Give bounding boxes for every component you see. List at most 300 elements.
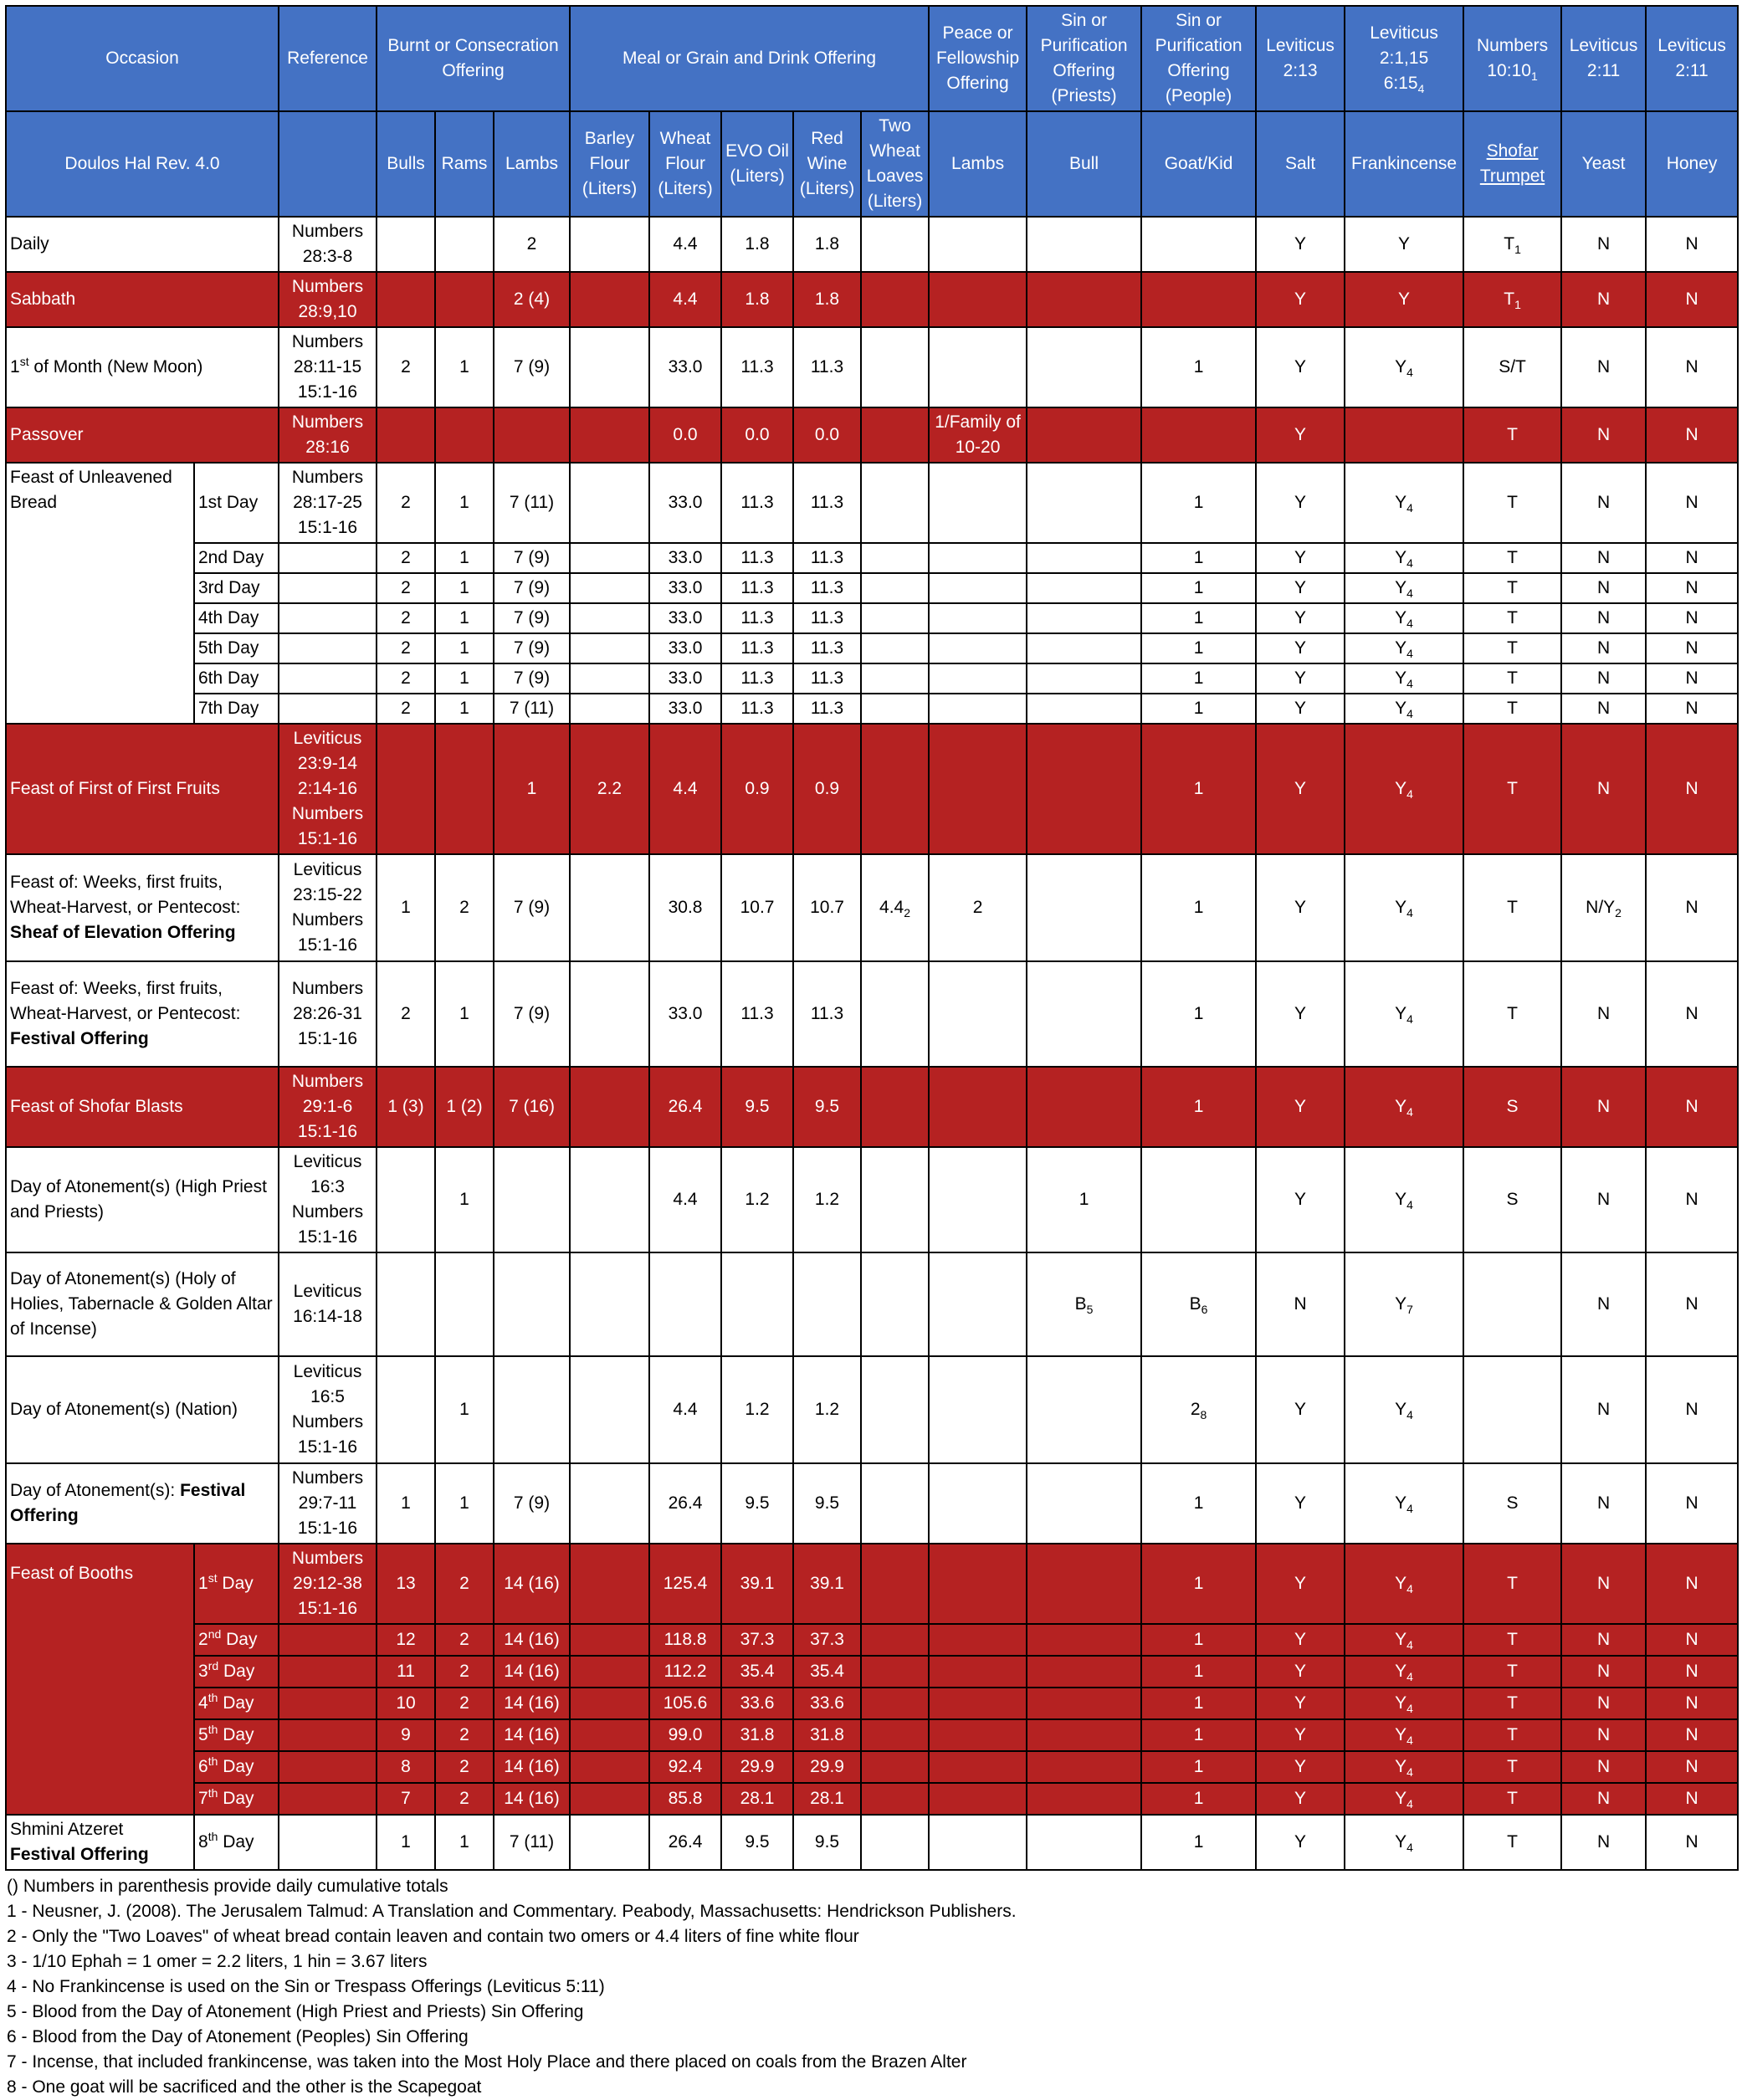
barley-cell: [570, 272, 649, 327]
barley-cell: [570, 1751, 649, 1783]
wine-cell: 11.3: [793, 463, 861, 543]
oil-cell: 11.3: [721, 694, 793, 724]
table-row: [6, 1783, 1738, 1815]
frankincense-cell: [1345, 1719, 1463, 1751]
lambs-cell: 2 (4): [494, 272, 570, 327]
barley-cell: [570, 217, 649, 272]
wheat-cell: 26.4: [649, 1463, 721, 1544]
header-frankincense: Frankincense: [1345, 111, 1463, 217]
header-yeast: Yeast: [1561, 111, 1646, 217]
salt-cell: Y: [1256, 1067, 1345, 1147]
shofar-cell: T: [1463, 854, 1561, 961]
peace-cell: [929, 217, 1027, 272]
reference-cell: Leviticus 16:14-18: [279, 1252, 377, 1356]
peace-cell: [929, 1252, 1027, 1356]
bull-cell: [1027, 1783, 1141, 1815]
header-shofar-ref-text: Numbers 10:10: [1476, 36, 1549, 80]
wine-cell: 29.9: [793, 1751, 861, 1783]
barley-cell: 2.2: [570, 724, 649, 854]
rams-cell: 1: [435, 633, 494, 663]
frankincense-cell: [1345, 854, 1463, 961]
lambs-cell: 14 (16): [494, 1688, 570, 1719]
yeast-cell: N: [1561, 217, 1646, 272]
rams-cell: 2: [435, 1751, 494, 1783]
frankincense-cell: [1345, 1463, 1463, 1544]
rams-cell: 2: [435, 1719, 494, 1751]
lambs-cell: 7 (9): [494, 603, 570, 633]
wine-cell: 11.3: [793, 663, 861, 694]
goat-cell: 1: [1141, 724, 1256, 854]
shofar-cell: T: [1463, 1815, 1561, 1870]
wine-cell: 1.8: [793, 272, 861, 327]
occasion-cell: Sabbath: [6, 272, 279, 327]
goat-note: 8: [1200, 1408, 1207, 1422]
table-row: [6, 217, 1738, 272]
salt-cell: Y: [1256, 1147, 1345, 1252]
day-cell: [194, 1751, 279, 1783]
frankincense-note: 4: [1406, 647, 1413, 661]
shofar-value: T: [1504, 289, 1515, 309]
goat-cell: 1: [1141, 694, 1256, 724]
day-word: Day: [218, 1832, 254, 1852]
salt-cell: Y: [1256, 407, 1345, 463]
wheat-cell: 4.4: [649, 724, 721, 854]
loaves-cell: [861, 603, 929, 633]
table-row: [6, 1624, 1738, 1656]
frankincense-note: 4: [1406, 677, 1413, 691]
wheat-cell: 4.4: [649, 1147, 721, 1252]
frankincense-note: 4: [1406, 787, 1413, 802]
goat-cell: 1: [1141, 633, 1256, 663]
lambs-cell: 14 (16): [494, 1783, 570, 1815]
table-row: [6, 543, 1738, 573]
day-cell: 4th Day: [194, 603, 279, 633]
frankincense-note: 4: [1406, 586, 1413, 601]
lambs-cell: [494, 1147, 570, 1252]
goat-cell: 1: [1141, 603, 1256, 633]
wheat-cell: 33.0: [649, 327, 721, 407]
goat-cell: 1: [1141, 1751, 1256, 1783]
header-shofar-ref-note: 1: [1530, 69, 1538, 84]
wheat-cell: 92.4: [649, 1751, 721, 1783]
oil-cell: 11.3: [721, 573, 793, 603]
yeast-cell: [1561, 854, 1646, 961]
honey-cell: N: [1646, 272, 1738, 327]
salt-cell: Y: [1256, 217, 1345, 272]
loaves-cell: [861, 1147, 929, 1252]
lambs-cell: 7 (9): [494, 1463, 570, 1544]
rams-cell: 1: [435, 694, 494, 724]
peace-cell: [929, 1147, 1027, 1252]
honey-cell: N: [1646, 1815, 1738, 1870]
bulls-cell: 2: [377, 573, 435, 603]
frankincense-cell: [1345, 1783, 1463, 1815]
yeast-cell: N: [1561, 573, 1646, 603]
peace-cell: [929, 1751, 1027, 1783]
barley-cell: [570, 1783, 649, 1815]
salt-cell: Y: [1256, 1719, 1345, 1751]
honey-cell: N: [1646, 1656, 1738, 1688]
day-cell: 6th Day: [194, 663, 279, 694]
salt-cell: Y: [1256, 1356, 1345, 1463]
table-row: [6, 1815, 1738, 1870]
day-word: Day: [218, 1693, 254, 1713]
header-wheat: Wheat Flour (Liters): [649, 111, 721, 217]
rams-cell: 2: [435, 1783, 494, 1815]
goat-cell: 1: [1141, 1544, 1256, 1624]
oil-cell: 11.3: [721, 603, 793, 633]
oil-cell: 11.3: [721, 633, 793, 663]
rams-cell: 1: [435, 603, 494, 633]
occasion-cell: Feast of First of First Fruits: [6, 724, 279, 854]
salt-cell: Y: [1256, 1624, 1345, 1656]
wine-cell: 39.1: [793, 1544, 861, 1624]
wheat-cell: 33.0: [649, 633, 721, 663]
day-number: 5: [198, 1725, 208, 1744]
table-row: [6, 1147, 1738, 1252]
header-honey: Honey: [1646, 111, 1738, 217]
yeast-cell: N: [1561, 1463, 1646, 1544]
honey-cell: N: [1646, 1783, 1738, 1815]
goat-cell: 1: [1141, 1656, 1256, 1688]
bull-cell: [1027, 694, 1141, 724]
yeast-cell: N: [1561, 1252, 1646, 1356]
occasion-emphasis: Festival Offering: [10, 1481, 246, 1525]
lambs-cell: 7 (11): [494, 463, 570, 543]
frankincense-cell: [1345, 327, 1463, 407]
shofar-cell: [1463, 217, 1561, 272]
frankincense-value: Y: [1395, 357, 1407, 376]
peace-cell: [929, 543, 1027, 573]
goat-cell: [1141, 407, 1256, 463]
salt-cell: Y: [1256, 1688, 1345, 1719]
honey-cell: N: [1646, 854, 1738, 961]
salt-cell: Y: [1256, 463, 1345, 543]
barley-cell: [570, 603, 649, 633]
bulls-cell: 2: [377, 633, 435, 663]
day-cell: [194, 1656, 279, 1688]
goat-cell: 1: [1141, 961, 1256, 1067]
frankincense-value: Y: [1395, 1190, 1407, 1209]
loaves-cell: [861, 327, 929, 407]
header-row-2: [6, 111, 1738, 217]
lambs-cell: [494, 407, 570, 463]
frankincense-note: 4: [1406, 1198, 1413, 1212]
lambs-cell: 7 (11): [494, 1815, 570, 1870]
table-row: [6, 1356, 1738, 1463]
header-shofar-label: Shofar: [1486, 141, 1539, 161]
loaves-cell: [861, 217, 929, 272]
goat-cell: [1141, 1252, 1256, 1356]
frankincense-note: 7: [1406, 1303, 1413, 1317]
bull-cell: [1027, 1544, 1141, 1624]
bulls-cell: 1: [377, 1815, 435, 1870]
wheat-cell: 33.0: [649, 463, 721, 543]
frankincense-note: 4: [1406, 366, 1413, 380]
day-cell: [194, 1783, 279, 1815]
salt-cell: Y: [1256, 724, 1345, 854]
oil-cell: 9.5: [721, 1463, 793, 1544]
bull-cell: [1027, 543, 1141, 573]
goat-cell: [1141, 1147, 1256, 1252]
bulls-cell: 8: [377, 1751, 435, 1783]
yeast-cell: N: [1561, 407, 1646, 463]
yeast-cell: N: [1561, 1751, 1646, 1783]
bulls-cell: [377, 724, 435, 854]
shofar-cell: T: [1463, 407, 1561, 463]
rams-cell: 1: [435, 1815, 494, 1870]
day-cell: 1st Day: [194, 463, 279, 543]
bull-cell: [1027, 1751, 1141, 1783]
bulls-cell: 10: [377, 1688, 435, 1719]
loaves-cell: [861, 1656, 929, 1688]
yeast-cell: N: [1561, 1688, 1646, 1719]
wheat-cell: 33.0: [649, 603, 721, 633]
reference-cell: Numbers 28:3-8: [279, 217, 377, 272]
header-frankincense-ref-a: Leviticus 2:1,15: [1370, 23, 1438, 68]
wine-cell: 9.5: [793, 1067, 861, 1147]
frankincense-value: Y: [1395, 1832, 1407, 1852]
footnote: 8 - One goat will be sacrificed and the other is the Scapegoat: [7, 2077, 482, 2097]
loaves-cell: [861, 573, 929, 603]
peace-cell: [929, 327, 1027, 407]
table-row: [6, 1544, 1738, 1624]
bulls-cell: [377, 217, 435, 272]
goat-cell: 1: [1141, 1815, 1256, 1870]
header-shofar: [1463, 111, 1561, 217]
wheat-cell: 4.4: [649, 272, 721, 327]
table-row: [6, 407, 1738, 463]
header-salt: Salt: [1256, 111, 1345, 217]
bull-cell: [1027, 724, 1141, 854]
honey-cell: N: [1646, 1147, 1738, 1252]
salt-cell: Y: [1256, 327, 1345, 407]
day-number: 7: [198, 1789, 208, 1808]
wheat-cell: 125.4: [649, 1544, 721, 1624]
oil-cell: 10.7: [721, 854, 793, 961]
honey-cell: N: [1646, 603, 1738, 633]
shofar-cell: T: [1463, 1656, 1561, 1688]
rams-cell: 1: [435, 961, 494, 1067]
header-shofar-ref: [1463, 6, 1561, 111]
wine-cell: 35.4: [793, 1656, 861, 1688]
barley-cell: [570, 463, 649, 543]
reference-cell: [279, 633, 377, 663]
header-salt-ref: Leviticus 2:13: [1256, 6, 1345, 111]
day-word: Day: [221, 1630, 258, 1649]
day-number: 2: [198, 1630, 208, 1649]
header-burnt-offering: Burnt or Consecration Offering: [377, 6, 570, 111]
bull-cell: [1027, 1656, 1141, 1688]
frankincense-cell: [1345, 633, 1463, 663]
loaves-cell: [861, 1751, 929, 1783]
table-row: [6, 1751, 1738, 1783]
table-row: [6, 1252, 1738, 1356]
bull-cell: [1027, 407, 1141, 463]
wine-cell: 37.3: [793, 1624, 861, 1656]
occasion-cell: Feast of Shofar Blasts: [6, 1067, 279, 1147]
frankincense-value: Y: [1395, 608, 1407, 627]
honey-cell: N: [1646, 961, 1738, 1067]
goat-cell: 1: [1141, 573, 1256, 603]
wheat-cell: 0.0: [649, 407, 721, 463]
goat-cell: 1: [1141, 854, 1256, 961]
lambs-cell: 2: [494, 217, 570, 272]
frankincense-cell: Y: [1345, 272, 1463, 327]
frankincense-cell: [1345, 1656, 1463, 1688]
header-version: Doulos Hal Rev. 4.0: [6, 111, 279, 217]
salt-cell: Y: [1256, 543, 1345, 573]
bulls-cell: 12: [377, 1624, 435, 1656]
barley-cell: [570, 407, 649, 463]
honey-cell: N: [1646, 463, 1738, 543]
wheat-cell: 33.0: [649, 543, 721, 573]
rams-cell: [435, 724, 494, 854]
frankincense-value: Y: [1395, 1574, 1407, 1593]
peace-cell: [929, 1719, 1027, 1751]
frankincense-value: Y: [1395, 1757, 1407, 1776]
bulls-cell: 9: [377, 1719, 435, 1751]
offerings-spreadsheet: [5, 5, 1737, 2100]
wine-cell: 1.2: [793, 1356, 861, 1463]
reference-cell: Leviticus 23:9-14 2:14-16 Numbers 15:1-16: [279, 724, 377, 854]
bull-cell: [1027, 961, 1141, 1067]
goat-value: 2: [1190, 1400, 1201, 1419]
day-word: Day: [218, 1725, 254, 1744]
frankincense-note: 4: [1406, 1408, 1413, 1422]
loaves-cell: [861, 694, 929, 724]
frankincense-value: Y: [1395, 699, 1407, 718]
header-frankincense-ref: [1345, 6, 1463, 111]
lambs-cell: 7 (9): [494, 633, 570, 663]
barley-cell: [570, 327, 649, 407]
lambs-cell: 7 (11): [494, 694, 570, 724]
loaves-cell: [861, 633, 929, 663]
loaves-cell: [861, 1815, 929, 1870]
wine-cell: 28.1: [793, 1783, 861, 1815]
rams-cell: 1: [435, 327, 494, 407]
occasion-text: Shmini Atzeret: [10, 1820, 124, 1839]
bulls-cell: 13: [377, 1544, 435, 1624]
barley-cell: [570, 573, 649, 603]
header-frankincense-ref-note: 4: [1417, 82, 1425, 96]
frankincense-note: 4: [1406, 1502, 1413, 1516]
honey-cell: N: [1646, 633, 1738, 663]
salt-cell: Y: [1256, 573, 1345, 603]
barley-cell: [570, 1147, 649, 1252]
shofar-cell: T: [1463, 463, 1561, 543]
frankincense-note: 4: [1406, 617, 1413, 631]
frankincense-note: 4: [1406, 906, 1413, 920]
occasion-cell: [6, 854, 279, 961]
day-word: Day: [218, 1789, 254, 1808]
wine-cell: 31.8: [793, 1719, 861, 1751]
table-row: [6, 1719, 1738, 1751]
day-word: Day: [218, 1757, 254, 1776]
shofar-cell: T: [1463, 543, 1561, 573]
day-number: 8: [198, 1832, 208, 1852]
rams-cell: 2: [435, 1688, 494, 1719]
day-number: 6: [198, 1757, 208, 1776]
yeast-cell: N: [1561, 1147, 1646, 1252]
wheat-cell: 33.0: [649, 573, 721, 603]
salt-cell: Y: [1256, 1656, 1345, 1688]
salt-cell: Y: [1256, 663, 1345, 694]
yeast-value: N/Y: [1586, 898, 1616, 917]
barley-cell: [570, 961, 649, 1067]
oil-cell: 37.3: [721, 1624, 793, 1656]
occasion-cell: [6, 327, 279, 407]
frankincense-cell: [1345, 1147, 1463, 1252]
day-suffix: nd: [208, 1627, 222, 1641]
wheat-cell: 118.8: [649, 1624, 721, 1656]
table-row: [6, 327, 1738, 407]
lambs-cell: 14 (16): [494, 1544, 570, 1624]
peace-cell: [929, 724, 1027, 854]
wine-cell: 11.3: [793, 961, 861, 1067]
yeast-cell: N: [1561, 327, 1646, 407]
occasion-text: Feast of: Weeks, first fruits, Wheat-Harvest, or Pentecost:: [10, 979, 241, 1023]
footnote: 6 - Blood from the Day of Atonement (Peoples) Sin Offering: [7, 2027, 469, 2046]
peace-cell: [929, 603, 1027, 633]
bull-cell: [1027, 603, 1141, 633]
header-rams: Rams: [435, 111, 494, 217]
oil-cell: 31.8: [721, 1719, 793, 1751]
barley-cell: [570, 1252, 649, 1356]
frankincense-cell: [1345, 407, 1463, 463]
salt-cell: Y: [1256, 633, 1345, 663]
yeast-cell: N: [1561, 694, 1646, 724]
day-cell: [194, 1688, 279, 1719]
table-row: [6, 854, 1738, 961]
oil-cell: 0.0: [721, 407, 793, 463]
barley-cell: [570, 1463, 649, 1544]
bull-cell: [1027, 1463, 1141, 1544]
salt-cell: Y: [1256, 1751, 1345, 1783]
rams-cell: 2: [435, 1544, 494, 1624]
reference-cell: [279, 1751, 377, 1783]
honey-cell: N: [1646, 1356, 1738, 1463]
table-row: [6, 573, 1738, 603]
barley-cell: [570, 1688, 649, 1719]
salt-cell: Y: [1256, 1544, 1345, 1624]
day-cell: 7th Day: [194, 694, 279, 724]
day-suffix: th: [208, 1830, 218, 1843]
header-peace-offering: Peace or Fellowship Offering: [929, 6, 1027, 111]
rams-cell: 1: [435, 663, 494, 694]
honey-cell: N: [1646, 1067, 1738, 1147]
wine-cell: [793, 1252, 861, 1356]
occasion-cell: Passover: [6, 407, 279, 463]
oil-cell: [721, 1252, 793, 1356]
wheat-cell: 30.8: [649, 854, 721, 961]
frankincense-note: 4: [1406, 1765, 1413, 1780]
oil-cell: 1.8: [721, 272, 793, 327]
occasion-text: of Month (New Moon): [28, 357, 203, 376]
rams-cell: [435, 272, 494, 327]
frankincense-note: 4: [1406, 1841, 1413, 1855]
frankincense-note: 4: [1406, 1012, 1413, 1027]
table-row: [6, 633, 1738, 663]
frankincense-value: Y: [1395, 779, 1407, 798]
wheat-cell: 26.4: [649, 1067, 721, 1147]
peace-cell: [929, 633, 1027, 663]
loaves-value: 4.4: [879, 898, 904, 917]
rams-cell: 1: [435, 463, 494, 543]
peace-cell: [929, 663, 1027, 694]
wine-cell: 0.0: [793, 407, 861, 463]
frankincense-value: Y: [1395, 1097, 1407, 1116]
